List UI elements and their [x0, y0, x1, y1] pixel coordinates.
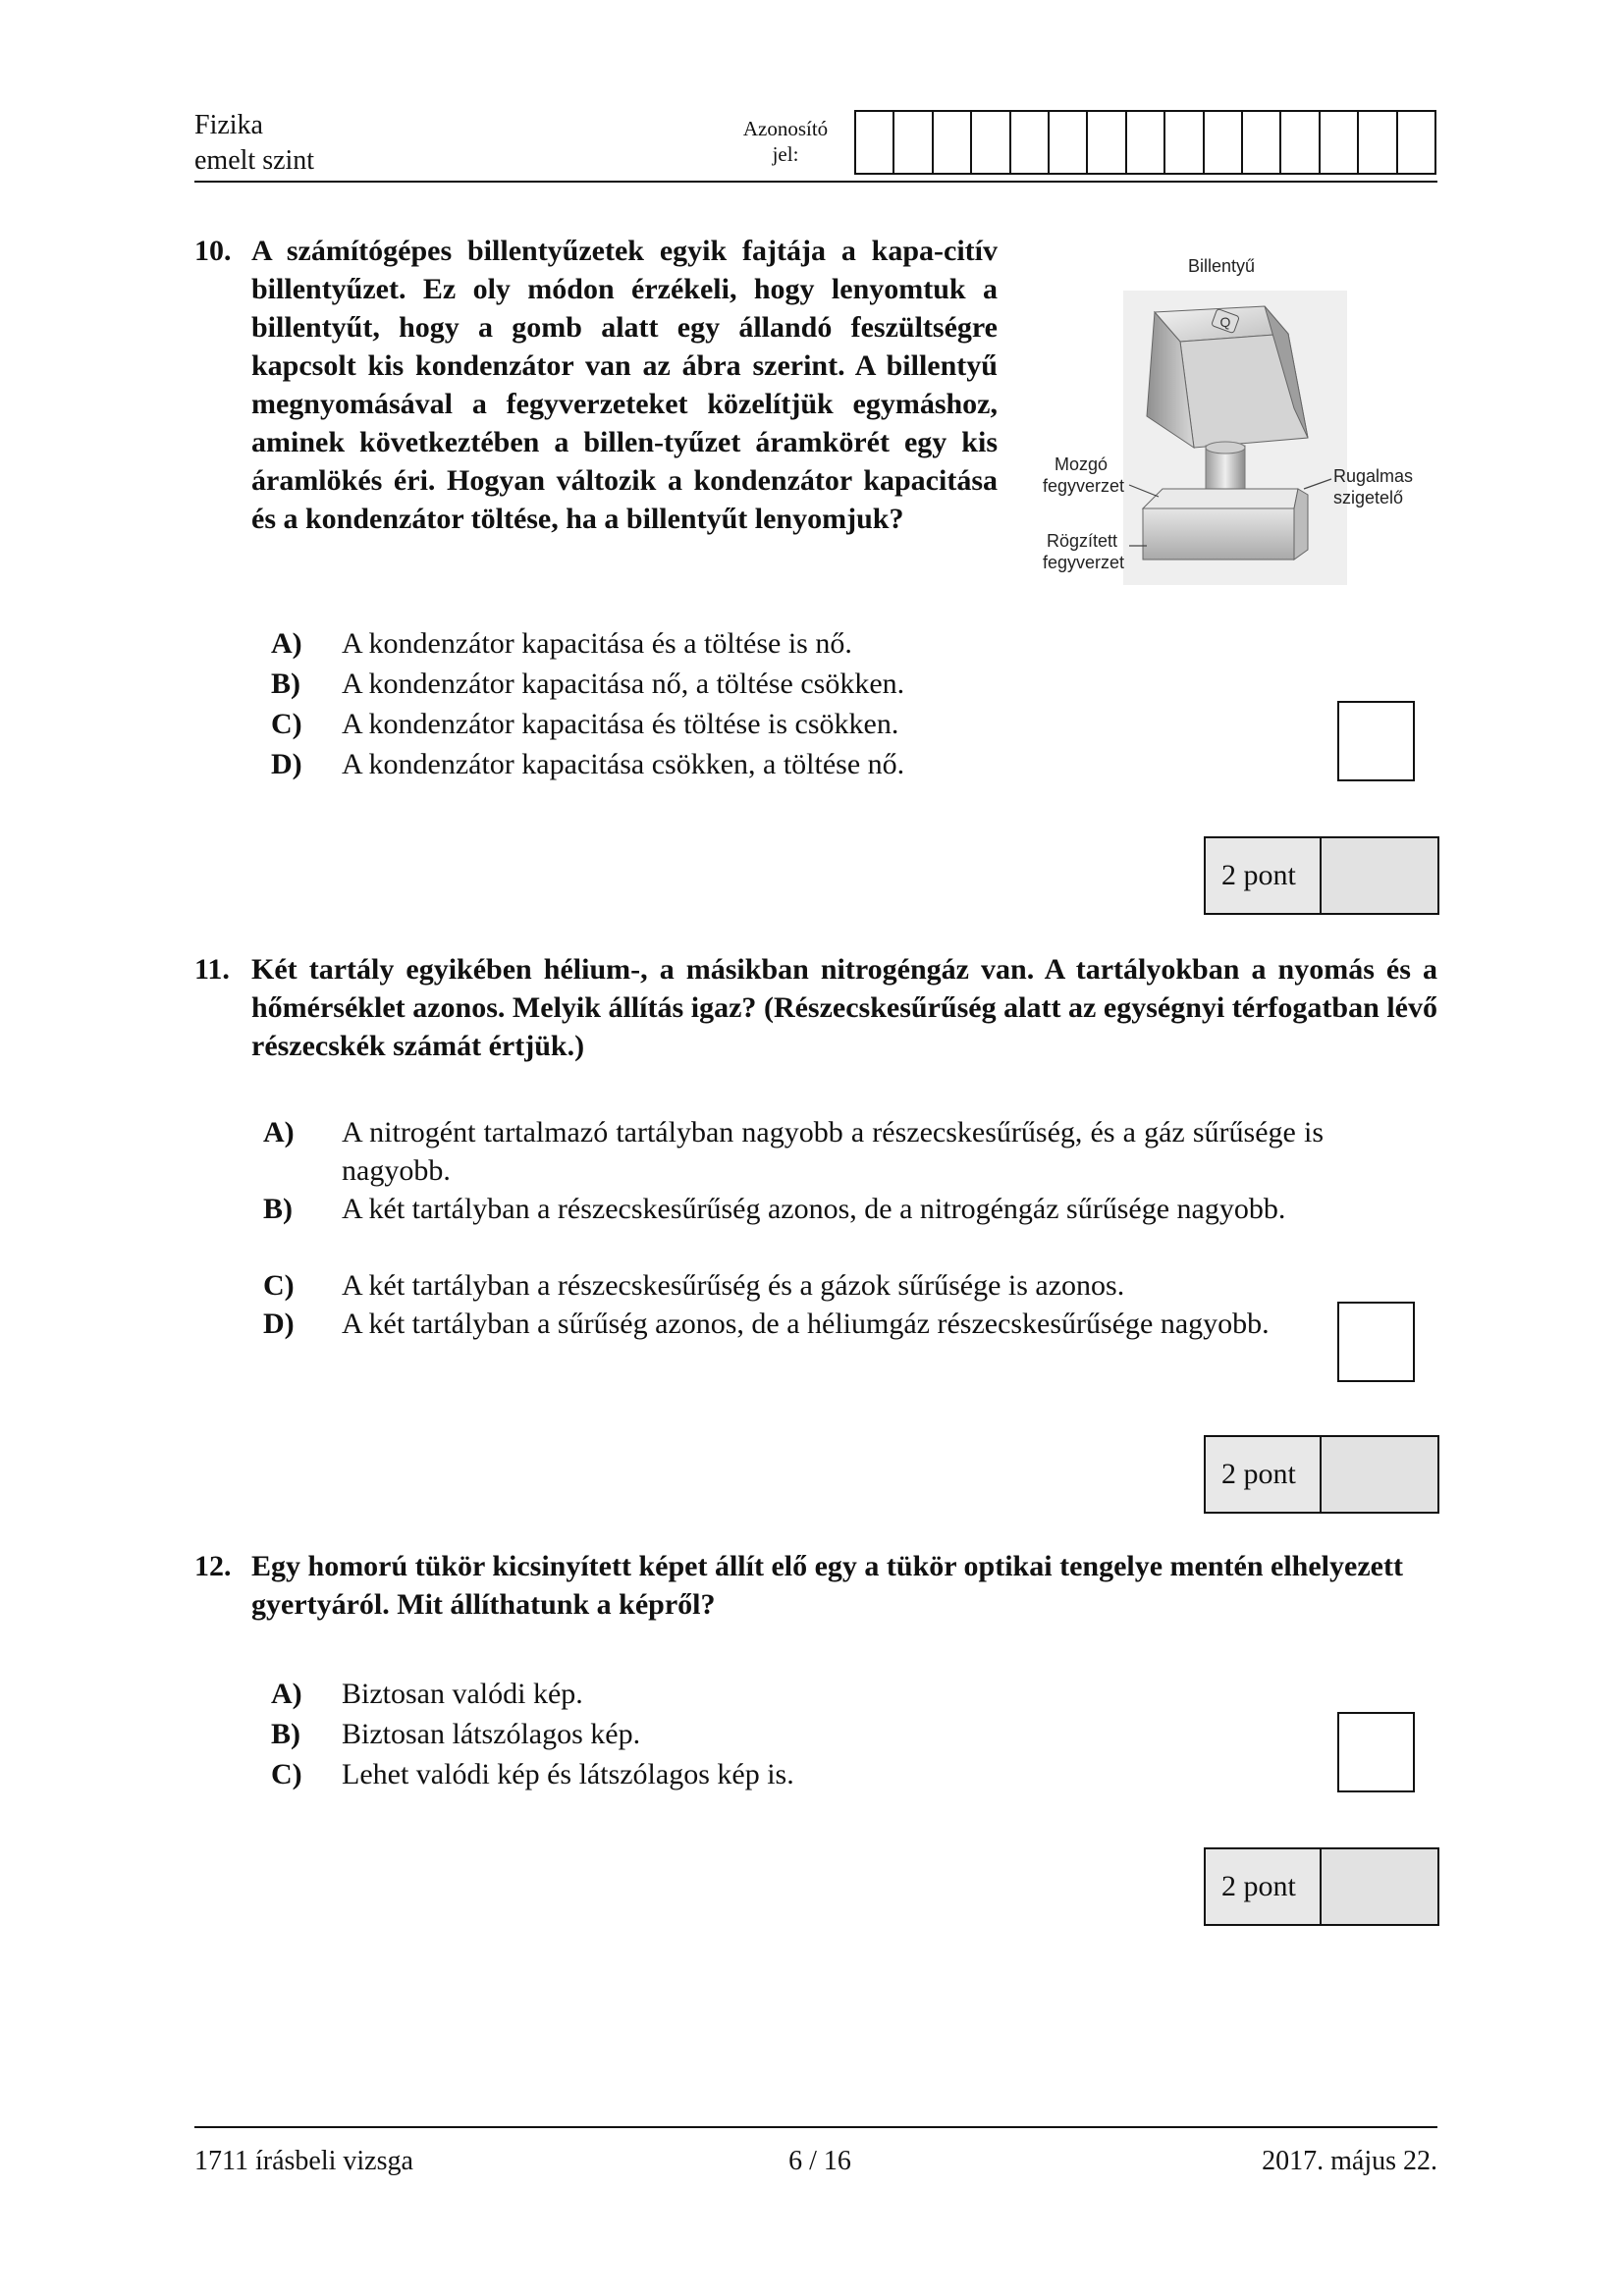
option-label: A)	[271, 1678, 302, 1710]
option-label: C)	[271, 708, 302, 740]
id-cell[interactable]	[856, 112, 894, 173]
q12-answer-box[interactable]	[1337, 1712, 1415, 1792]
question-10-text	[251, 232, 998, 538]
q11-option-b	[263, 1190, 1324, 1266]
option-text: Biztosan valódi kép.	[342, 1678, 583, 1710]
option-label: B)	[271, 1718, 300, 1750]
q10-option-b	[271, 665, 998, 703]
footer-page-number: 6 / 16	[788, 2146, 851, 2176]
option-text: A kondenzátor kapacitása nő, a töltése csökken.	[342, 667, 905, 700]
option-label: D)	[271, 748, 302, 780]
points-label: 2 pont	[1206, 838, 1322, 913]
header-rule	[194, 181, 1437, 183]
option-label: C)	[271, 1758, 302, 1790]
option-text: A kondenzátor kapacitása és a töltése is nő.	[342, 627, 852, 660]
id-cell[interactable]	[1127, 112, 1165, 173]
subject-level: emelt szint	[194, 145, 315, 176]
id-cell[interactable]	[1011, 112, 1050, 173]
q10-option-d	[271, 745, 998, 783]
id-cell[interactable]	[1359, 112, 1397, 173]
footer-exam-code: 1711 írásbeli vizsga	[194, 2146, 413, 2176]
id-label	[727, 116, 844, 167]
q10-option-a	[271, 624, 998, 663]
id-cell[interactable]	[1398, 112, 1434, 173]
id-cell[interactable]	[1050, 112, 1088, 173]
points-label: 2 pont	[1206, 1849, 1322, 1924]
id-cell[interactable]	[1243, 112, 1281, 173]
option-text: A két tartályban a részecskesűrűség azonos, de a nitrogéngáz sűrűsége nagyobb.	[342, 1193, 1286, 1225]
question-10-text-body: A számítógépes billentyűzetek egyik fajtája a kapa-citív billentyűzet. Ez oly módon érzékeli, hogy lenyomtuk a billentyűt, hogy a gomb alatt egy állandó feszültségre kapcsolt kis kondenzátor van az ábra szerint. A billentyű megnyomásával a fegyverzeteket közelítjük egymáshoz, aminek következtében a billen-tyűzet áramkörét egy kis áramlökés éri. Hogyan változik a kondenzátor kapacitása és a kondenzátor töltése, ha a billentyűt lenyomjuk?	[251, 235, 998, 535]
q12-option-a	[271, 1675, 1155, 1713]
q11-option-d	[263, 1305, 1324, 1381]
figure-label-key: Billentyű	[1188, 256, 1256, 276]
footer-date: 2017. május 22.	[1262, 2146, 1437, 2176]
figure-label-fixed-2: fegyverzet	[1043, 553, 1125, 572]
option-label: C)	[263, 1269, 295, 1302]
q12-option-c	[271, 1755, 1155, 1793]
points-score-field[interactable]	[1322, 1849, 1437, 1924]
option-text: A kondenzátor kapacitása és töltése is csökken.	[342, 708, 899, 740]
id-cell[interactable]	[934, 112, 972, 173]
question-12-number: 12.	[194, 1550, 232, 1582]
figure-label-moving-2: fegyverzet	[1043, 476, 1125, 496]
q11-option-c	[263, 1266, 1324, 1305]
option-label: B)	[263, 1193, 293, 1225]
id-cell[interactable]	[1088, 112, 1126, 173]
question-11-number: 11.	[194, 953, 230, 986]
q11-answer-box[interactable]	[1337, 1302, 1415, 1382]
points-label: 2 pont	[1206, 1437, 1322, 1512]
q11-option-a	[263, 1113, 1324, 1190]
id-cell[interactable]	[1321, 112, 1359, 173]
id-cell[interactable]	[972, 112, 1010, 173]
subject-title: Fizika	[194, 110, 263, 140]
keycap-letter: Q	[1219, 314, 1231, 330]
q10-option-c	[271, 705, 998, 743]
option-text: A két tartályban a sűrűség azonos, de a héliumgáz részecskesűrűsége nagyobb.	[342, 1308, 1270, 1340]
question-11-text	[251, 950, 1437, 1065]
option-text: A két tartályban a részecskesűrűség és a gázok sűrűsége is azonos.	[342, 1269, 1125, 1302]
figure-label-insulator-2: szigetelő	[1333, 488, 1404, 507]
footer-rule	[194, 2126, 1437, 2128]
option-label: B)	[271, 667, 300, 700]
figure-label-moving-1: Mozgó	[1055, 454, 1109, 474]
id-cell[interactable]	[1281, 112, 1320, 173]
q12-points-box	[1204, 1847, 1439, 1926]
option-text: Lehet valódi kép és látszólagos kép is.	[342, 1758, 794, 1790]
q10-answer-box[interactable]	[1337, 701, 1415, 781]
points-score-field[interactable]	[1322, 1437, 1437, 1512]
question-12-text-body: Egy homorú tükör kicsinyített képet állít elő egy a tükör optikai tengelye mentén elhelyezett gyertyáról. Mit állíthatunk a képről?	[251, 1550, 1403, 1621]
q12-option-b	[271, 1715, 1155, 1753]
id-code-boxes[interactable]	[854, 110, 1436, 175]
id-label-line-1: Azonosító	[742, 117, 829, 140]
q10-points-box	[1204, 836, 1439, 915]
option-text: Biztosan látszólagos kép.	[342, 1718, 641, 1750]
id-cell[interactable]	[1205, 112, 1243, 173]
question-10-number: 10.	[194, 235, 232, 267]
id-cell[interactable]	[894, 112, 933, 173]
option-label: A)	[271, 627, 302, 660]
q11-points-box	[1204, 1435, 1439, 1514]
option-text: A kondenzátor kapacitása csökken, a töltése nő.	[342, 748, 905, 780]
points-score-field[interactable]	[1322, 838, 1437, 913]
option-label: D)	[263, 1308, 295, 1340]
figure-label-insulator-1: Rugalmas	[1333, 466, 1414, 486]
question-11-text-body: Két tartály egyikében hélium-, a másikban nitrogéngáz van. A tartályokban a nyomás és a hőmérséklet azonos. Melyik állítás igaz? (Részecskesűrűség alatt az egységnyi térfogatban lévő részecskék számát értjük.)	[251, 953, 1437, 1062]
option-text: A nitrogént tartalmazó tartályban nagyobb a részecskesűrűség, és a gáz sűrűsége is nagyobb.	[342, 1116, 1324, 1187]
question-12-text	[251, 1547, 1410, 1624]
option-label: A)	[263, 1116, 295, 1148]
id-cell[interactable]	[1165, 112, 1204, 173]
figure-label-fixed-1: Rögzített	[1047, 531, 1118, 551]
id-label-line-2: jel:	[772, 142, 799, 166]
